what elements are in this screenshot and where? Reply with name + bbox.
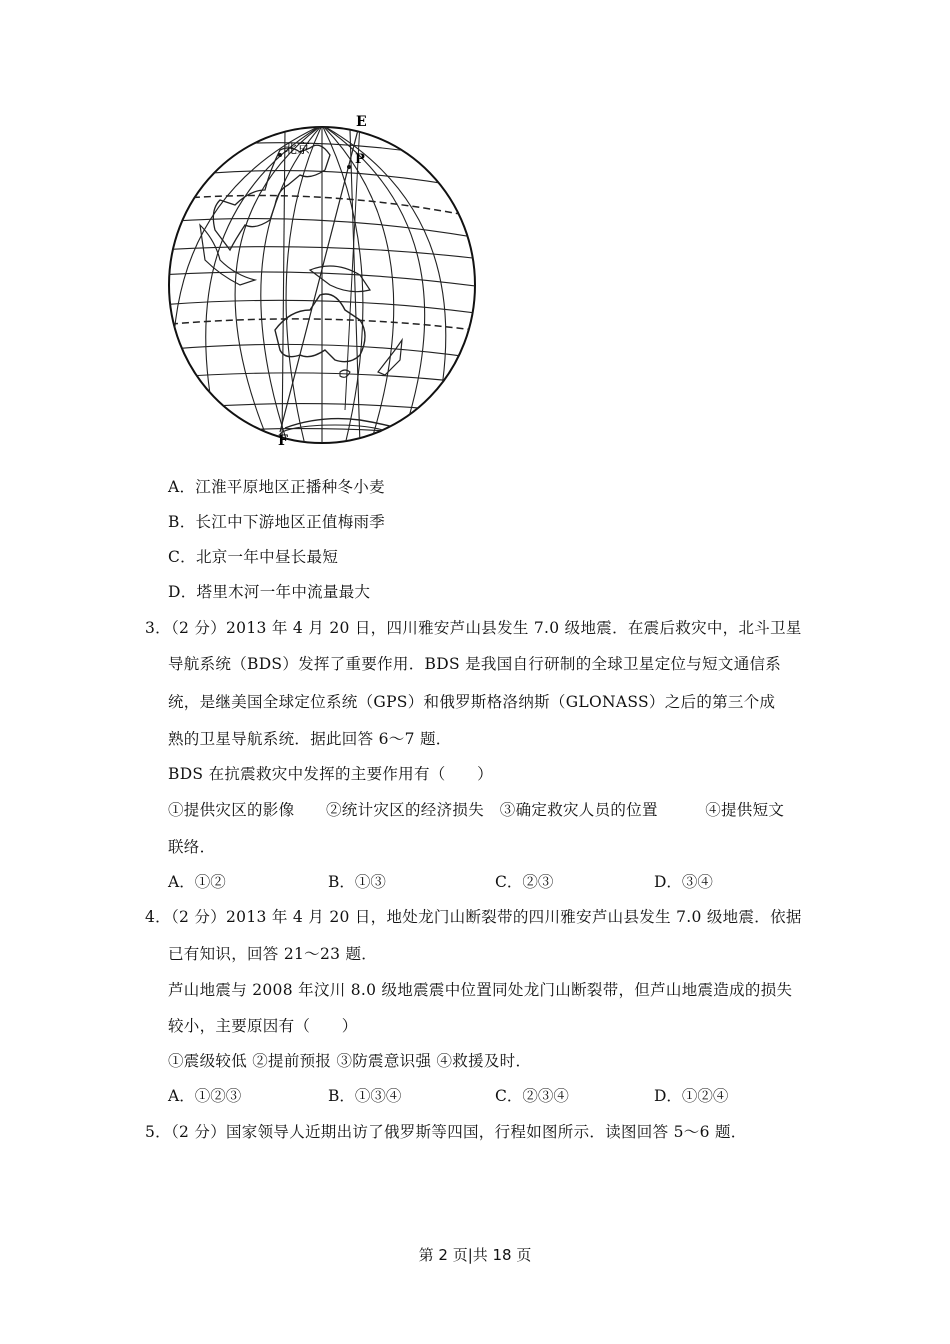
q2-option-d: D．塔里木河一年中流量最大 <box>168 583 371 601</box>
q4-statements: ①震级较低 ②提前预报 ③防震意识强 ④救援及时． <box>168 1052 532 1070</box>
label-p: P <box>355 152 365 167</box>
q3-option-c: C．②③ <box>495 873 554 891</box>
label-beijing: 北京 <box>284 142 311 157</box>
label-f: F <box>278 433 288 449</box>
q3-stem-line-2: 导航系统（BDS）发挥了重要作用．BDS 是我国自行研制的全球卫星定位与短文通信系 <box>168 655 782 673</box>
q4-stem-line-2: 已有知识，回答 21～23 题． <box>168 945 378 963</box>
q3-statements-cont: 联络． <box>168 838 216 856</box>
q4-option-b: B．①③④ <box>328 1087 402 1105</box>
q4-stem-line-1: 4．（2 分）2013 年 4 月 20 日，地处龙门山断裂带的四川雅安芦山县发生 7.0 级地震．依据 <box>145 908 802 926</box>
q3-option-d: D．③④ <box>654 873 713 891</box>
q3-option-a: A．①② <box>168 873 226 891</box>
q4-option-a: A．①②③ <box>168 1087 242 1105</box>
q4-question-line-2: 较小，主要原因有（ ） <box>168 1017 358 1035</box>
q2-option-c: C．北京一年中昼长最短 <box>168 548 339 566</box>
q4-option-c: C．②③④ <box>495 1087 569 1105</box>
globe-map-figure <box>160 110 490 450</box>
q3-question: BDS 在抗震救灾中发挥的主要作用有（ ） <box>168 765 493 783</box>
q3-option-b: B．①③ <box>328 873 386 891</box>
q4-question-line-1: 芦山地震与 2008 年汶川 8.0 级地震震中位置同处龙门山断裂带，但芦山地震造成的损失 <box>168 981 793 999</box>
q5-stem: 5．（2 分）国家领导人近期出访了俄罗斯等四国，行程如图所示．读图回答 5～6 题． <box>145 1123 747 1141</box>
q3-stem-line-1: 3．（2 分）2013 年 4 月 20 日，四川雅安芦山县发生 7.0 级地震．在震后救灾中，北斗卫星 <box>145 619 802 637</box>
q3-stem-line-4: 熟的卫星导航系统．据此回答 6～7 题． <box>168 730 452 748</box>
q3-statements: ①提供灾区的影像 ②统计灾区的经济损失 ③确定救灾人员的位置 ④提供短文 <box>168 801 785 819</box>
page-number: 第 2 页|共 18 页 <box>418 1246 532 1264</box>
q2-option-b: B．长江中下游地区正值梅雨季 <box>168 513 386 531</box>
label-e: E <box>356 114 367 130</box>
q2-option-a: A．江淮平原地区正播种冬小麦 <box>168 478 385 496</box>
q3-stem-line-3: 统，是继美国全球定位系统（GPS）和俄罗斯格洛纳斯（GLONASS）之后的第三个成 <box>168 693 776 711</box>
q4-option-d: D．①②④ <box>654 1087 729 1105</box>
